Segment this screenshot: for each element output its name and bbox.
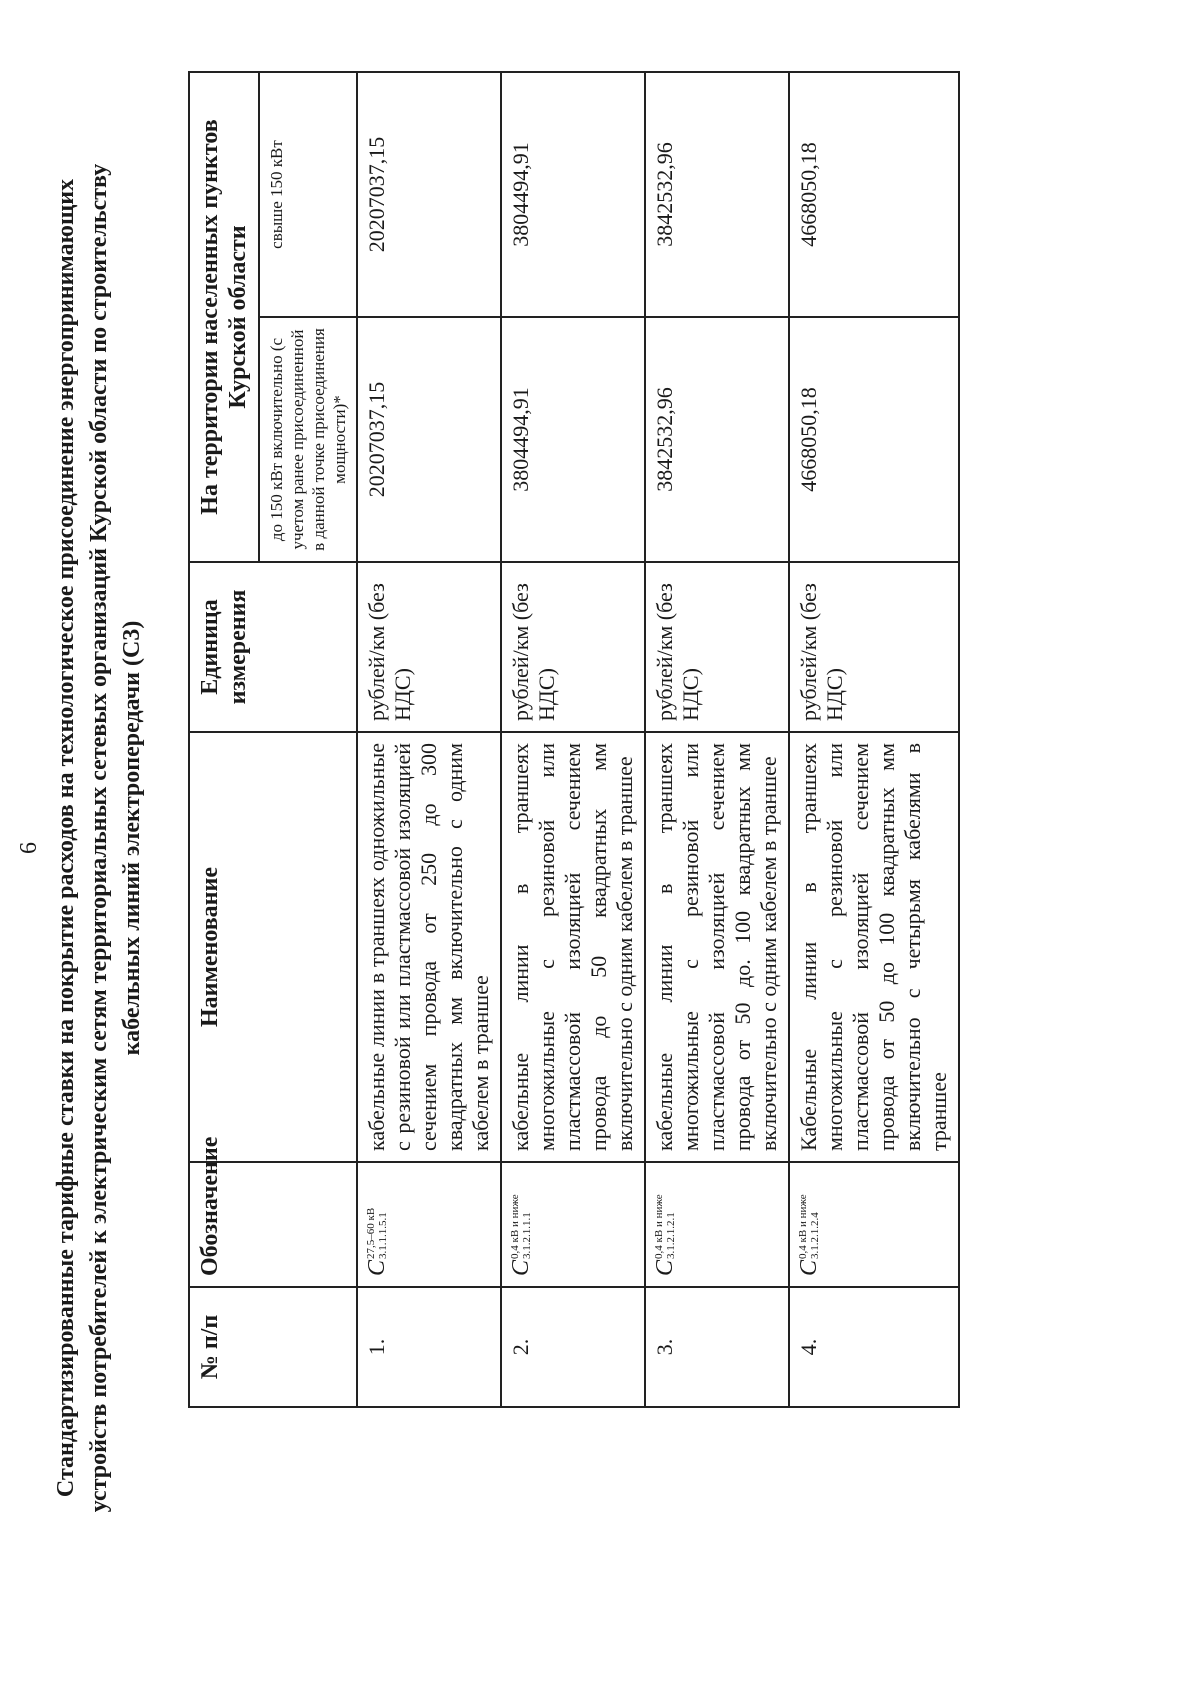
row-designation [789,1162,959,1287]
row-name: кабельные линии в траншеях многожильные с резиновой или пластмассовой изоляцией сечением провода от 50 до. 100 квадратных мм включительно с одним кабелем в траншее [645,732,789,1162]
tariff-table [188,71,960,1408]
row-rate-up-to-150: 3842532,96 [645,317,789,562]
row-designation [501,1162,645,1287]
designation-subscript: 3.1.2.1.2.1 [665,1212,677,1259]
header-num: № п/п [189,1287,357,1407]
designation-subscript: 3.1.2.1.1.1 [521,1212,533,1259]
row-number: 4. [789,1287,959,1407]
row-unit: рублей/км (без НДС) [645,562,789,732]
row-name: кабельные линии в траншеях многожильные с резиновой или пластмассовой изоляцией сечением провода до 50 квадратных мм включительно с одним кабелем в траншее [501,732,645,1162]
table-row [357,72,501,1407]
designation-superscript: 0,4 кВ и ниже [797,1194,809,1259]
designation-superscript: 0,4 кВ и ниже [509,1194,521,1259]
header-territory: На территории населенных пунктов Курской области [189,72,259,562]
row-number: 1. [357,1287,501,1407]
row-designation [357,1162,501,1287]
row-rate-up-to-150: 20207037,15 [357,317,501,562]
designation-subscript: 3.1.2.1.2.4 [809,1212,821,1259]
row-rate-over-150: 3842532,96 [645,72,789,317]
rotated-page [10,28,1190,1668]
header-designation: Обозначение [189,1162,357,1287]
row-unit: рублей/км (без НДС) [357,562,501,732]
header-over-150: свыше 150 кВт [259,72,357,317]
header-unit: Единица измерения [189,562,357,732]
table-row [645,72,789,1407]
header-up-to-150: до 150 кВт включительно (с учетом ранее присоединенной в данной точке присоединения мощности)* [259,317,357,562]
page-number: 6 [16,842,42,854]
row-name: Кабельные линии в траншеях многожильные с резиновой или пластмассовой изоляцией сечением провода от 50 до 100 квадратных мм включительно с четырьмя кабелями в траншее [789,732,959,1162]
designation-superscript: 0,4 кВ и ниже [653,1194,665,1259]
designation-symbol: C [508,1259,534,1276]
designation-subscript: 3.1.1.1.5.1 [377,1212,389,1259]
row-rate-up-to-150: 3804494,91 [501,317,645,562]
row-designation [645,1162,789,1287]
row-rate-up-to-150: 4668050,18 [789,317,959,562]
row-number: 3. [645,1287,789,1407]
designation-symbol: C [364,1259,390,1276]
row-rate-over-150: 4668050,18 [789,72,959,317]
table-row [789,72,959,1407]
header-name: Наименование [189,732,357,1162]
row-rate-over-150: 3804494,91 [501,72,645,317]
designation-symbol: C [796,1259,822,1276]
designation-symbol: C [652,1259,678,1276]
table-row [501,72,645,1407]
table-body [357,72,959,1407]
row-rate-over-150: 20207037,15 [357,72,501,317]
row-name: кабельные линии в траншеях одножильные с резиновой или пластмассовой изоляцией сечением провода от 250 до 300 квадратных мм включительно с одним кабелем в траншее [357,732,501,1162]
designation-superscript: 27,5–60 кВ [365,1207,377,1259]
row-number: 2. [501,1287,645,1407]
row-unit: рублей/км (без НДС) [501,562,645,732]
row-unit: рублей/км (без НДС) [789,562,959,732]
document-title: Стандартизированные тарифные ставки на покрытие расходов на технологическое присоединение энергопринимающих устройств потребителей к электрическим сетям территориальных сетевых организаций Курской области по строительству кабельных линий электропередачи (С3) [53,163,145,1513]
